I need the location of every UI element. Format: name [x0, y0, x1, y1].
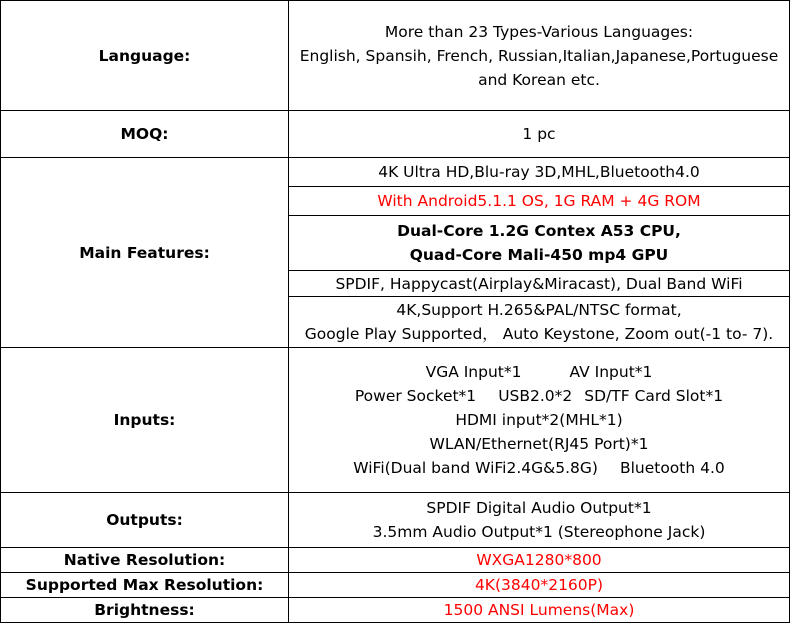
inputs-line-2: [289, 384, 789, 408]
main-features-label: Main Features:: [1, 158, 289, 348]
feature-ultra-hd: 4K Ultra HD,Blu-ray 3D,MHL,Bluetooth4.0: [289, 158, 790, 187]
row-brightness: [1, 598, 790, 623]
row-max-resolution: [1, 573, 790, 598]
language-line-1: More than 23 Types-Various Languages:: [384, 22, 694, 41]
feature-support-line-2: Google Play Supported， Auto Keystone, Zoom out(-1 to- 7).: [304, 325, 774, 343]
feature-spdif: SPDIF, Happycast(Airplay&Miracast), Dual Band WiFi: [289, 271, 790, 297]
row-outputs: [1, 493, 790, 548]
outputs-label: Outputs:: [1, 493, 289, 548]
input-sd: SD/TF Card Slot*1: [584, 387, 724, 405]
feature-support: [289, 297, 790, 348]
max-resolution-value: 4K(3840*2160P): [289, 573, 790, 598]
feature-cpu: Dual-Core 1.2G Contex A53 CPU,: [397, 222, 681, 240]
max-resolution-label: Supported Max Resolution:: [1, 573, 289, 598]
language-line-2: English, Spansih, French, Russian,Italian,Japanese,Portuguese: [299, 46, 779, 65]
row-native-resolution: [1, 548, 790, 573]
row-inputs: [1, 348, 790, 493]
language-label: Language:: [1, 1, 289, 111]
inputs-line-5: [289, 456, 789, 480]
input-wifi: WiFi(Dual band WiFi2.4G&5.8G): [353, 459, 598, 477]
row-language: [1, 1, 790, 111]
inputs-label: Inputs:: [1, 348, 289, 493]
language-value: [289, 1, 790, 111]
row-moq: [1, 111, 790, 158]
input-bluetooth: Bluetooth 4.0: [619, 459, 725, 477]
input-hdmi: HDMI input*2(MHL*1): [455, 411, 623, 429]
native-resolution-value: WXGA1280*800: [289, 548, 790, 573]
brightness-label: Brightness:: [1, 598, 289, 623]
language-line-3: and Korean etc.: [478, 70, 600, 89]
feature-cpu-gpu: [289, 216, 790, 271]
brightness-value: 1500 ANSI Lumens(Max): [289, 598, 790, 623]
input-av: AV Input*1: [569, 363, 653, 381]
output-audio-jack: 3.5mm Audio Output*1 (Stereophone Jack): [372, 523, 706, 541]
input-usb: USB2.0*2: [498, 387, 573, 405]
feature-gpu: Quad-Core Mali-450 mp4 GPU: [409, 246, 669, 264]
feature-android: With Android5.1.1 OS, 1G RAM + 4G ROM: [289, 187, 790, 216]
output-spdif: SPDIF Digital Audio Output*1: [426, 499, 652, 517]
native-resolution-label: Native Resolution:: [1, 548, 289, 573]
feature-support-line-1: 4K,Support H.265&PAL/NTSC format,: [396, 301, 682, 319]
input-power: Power Socket*1: [354, 387, 477, 405]
row-main-features-1: [1, 158, 790, 187]
input-wlan: WLAN/Ethernet(RJ45 Port)*1: [429, 435, 649, 453]
inputs-value: [289, 348, 790, 493]
moq-label: MOQ:: [1, 111, 289, 158]
moq-value: 1 pc: [289, 111, 790, 158]
inputs-line-1: [289, 360, 789, 384]
outputs-value: [289, 493, 790, 548]
input-vga: VGA Input*1: [425, 363, 522, 381]
